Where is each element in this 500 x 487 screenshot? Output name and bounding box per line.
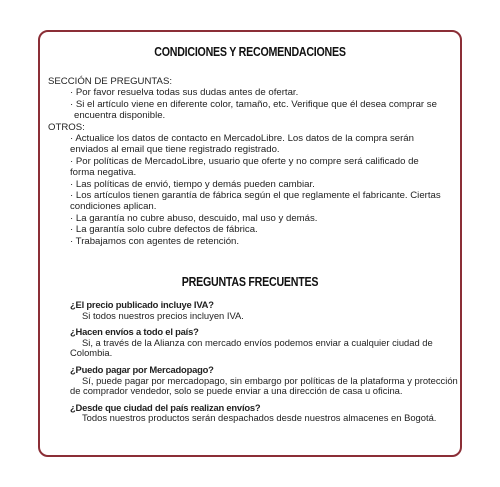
faq-answer: Todos nuestros productos serán despachados desde nuestros almacenes en Bogotá. — [82, 412, 437, 424]
condition-line: forma negativa. — [70, 167, 137, 179]
condition-line: · Por políticas de MercadoLibre, usuario que oferte y no compre será calificado de — [70, 155, 419, 167]
section-heading-otros: OTROS: — [48, 121, 85, 133]
condition-line: condiciones aplican. — [70, 201, 157, 213]
conditions-frame — [38, 30, 462, 457]
faq-answer: Si, a través de la Alianza con mercado envíos podemos enviar a cualquier ciudad de — [82, 336, 433, 348]
condition-line: · Actualice los datos de contacto en MercadoLibre. Los datos de la compra serán — [70, 133, 414, 145]
condition-line: enviados al email que tiene registrado registrado. — [70, 144, 280, 156]
condition-line: · Las políticas de envió, tiempo y demás pueden cambiar. — [70, 178, 315, 190]
faq-question: ¿Puedo pagar por Mercadopago? — [70, 363, 214, 375]
section-heading-preguntas: SECCIÓN DE PREGUNTAS: — [48, 76, 173, 87]
faq-question: ¿Hacen envíos a todo el país? — [70, 326, 199, 338]
faq-item — [70, 363, 458, 397]
faq-item — [70, 300, 450, 321]
faq-answer: de comprador vendedor, solo se puede enviar a una dirección de casa u oficina. — [70, 385, 403, 397]
faq-question: ¿El precio publicado incluye IVA? — [70, 299, 214, 310]
faq-item — [70, 403, 450, 424]
faq-answer: Colombia. — [70, 347, 113, 359]
condition-line: · Los artículos tienen garantía de fábrica según el que reglamente el fabricante. Ciertas — [70, 190, 441, 202]
faq-item — [70, 327, 450, 359]
faq-answer: Sí, puede pagar por mercadopago, sin embargo por políticas de la plataforma y protección — [82, 374, 458, 386]
condition-line: · Trabajamos con agentes de retención. — [70, 235, 240, 247]
condition-line: encuentra disponible. — [74, 110, 166, 122]
faq-question: ¿Desde que ciudad del país realizan envíos? — [70, 401, 261, 413]
condition-line: · La garantía no cubre abuso, descuido, mal uso y demás. — [70, 212, 318, 224]
condition-line: · La garantía solo cubre defectos de fábrica. — [70, 224, 258, 236]
faq-title: PREGUNTAS FRECUENTES — [181, 274, 319, 289]
conditions-body — [48, 76, 458, 247]
faq-list — [70, 299, 458, 430]
conditions-title: CONDICIONES Y RECOMENDACIONES — [154, 44, 346, 59]
condition-line: · Por favor resuelva todas sus dudas antes de ofertar. — [70, 87, 299, 99]
faq-answer: Si todos nuestros precios incluyen IVA. — [82, 309, 244, 321]
condition-line: · Si el artículo viene en diferente color, tamaño, etc. Verifique que él desea comprar se — [70, 98, 437, 110]
